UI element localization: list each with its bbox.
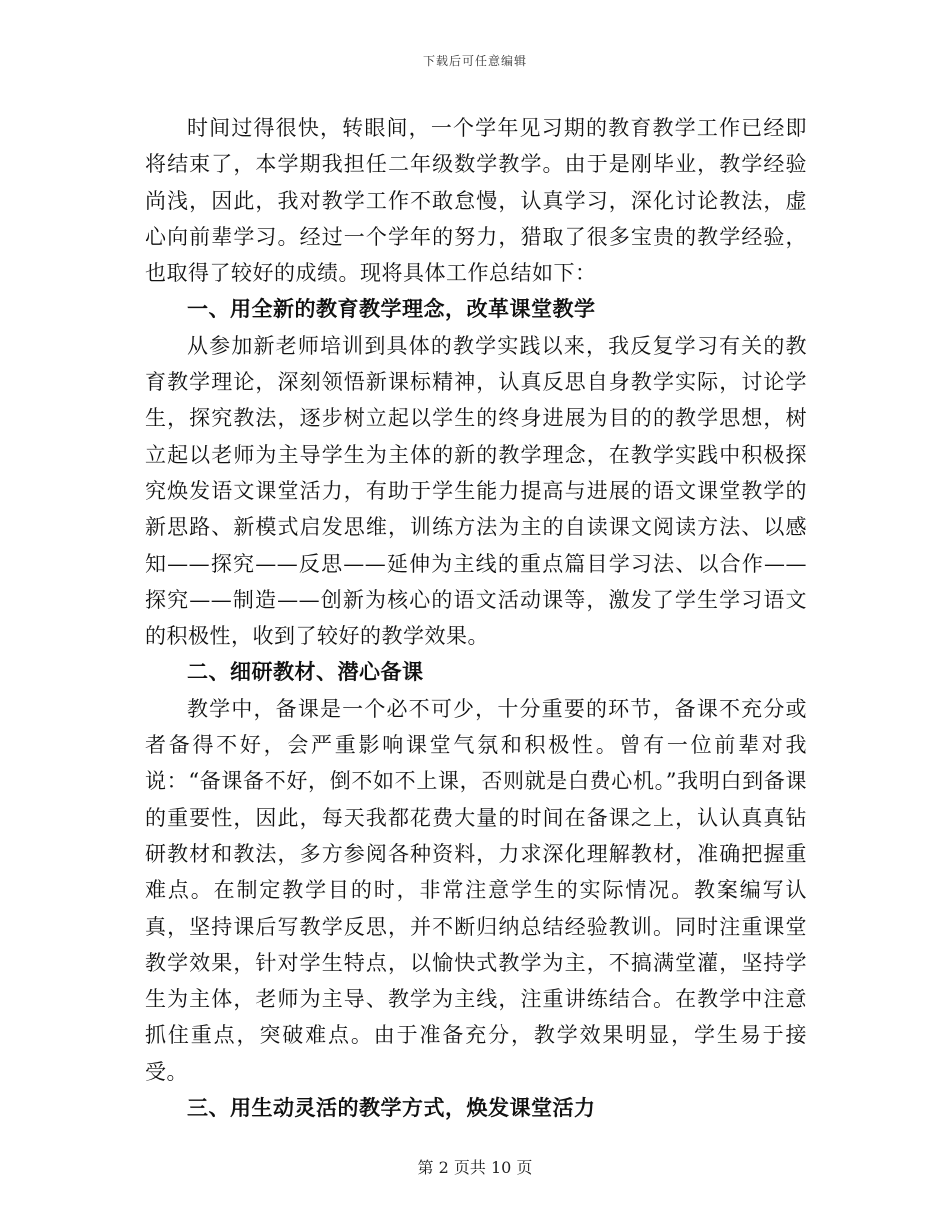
section-1-heading: 一、用全新的教育教学理念，改革课堂教学 <box>187 296 596 322</box>
page-number: 第 2 页共 10 页 <box>417 1158 533 1177</box>
page-header: 下载后可任意编辑 <box>422 54 527 68</box>
section-3-heading: 三、用生动灵活的教学方式，焕发课堂活力 <box>187 1095 596 1121</box>
document-body <box>145 110 807 1126</box>
section-2-heading: 二、细研教材、潜心备课 <box>187 659 424 685</box>
intro-paragraph: 时间过得很快，转眼间，一个学年见习期的教育教学工作已经即将结束了，本学期我担任二年级数学教学。由于是刚毕业，教学经验尚浅，因此，我对教学工作不敢怠慢，认真学习，深化讨论教法，虚心向前辈学习。经过一个学年的努力，猎取了很多宝贵的教学经验，也取得了较好的成绩。现将具体工作总结如下： <box>145 116 807 286</box>
section-1-paragraph: 从参加新老师培训到具体的教学实践以来，我反复学习有关的教育教学理论，深刻领悟新课标精神，认真反思自身教学实际，讨论学生，探究教法，逐步树立起以学生的终身进展为目的的教学思想，树立起以老师为主导学生为主体的新的教学理念，在教学实践中积极探究焕发语文课堂活力，有助于学生能力提高与进展的语文课堂教学的新思路、新模式启发思维，训练方法为主的自读课文阅读方法、以感知——探究——反思——延伸为主线的重点篇目学习法、以合作——探究——制造——创新为核心的语文活动课等，激发了学生学习语文的积极性，收到了较好的教学效果。 <box>145 333 807 649</box>
section-2-paragraph: 教学中，备课是一个必不可少，十分重要的环节，备课不充分或者备得不好，会严重影响课堂气氛和积极性。曾有一位前辈对我说：“备课备不好，倒不如不上课，否则就是白费心机。”我明白到备课的重要性，因此，每天我都花费大量的时间在备课之上，认认真真钻研教材和教法，多方参阅各种资料，力求深化理解教材，准确把握重难点。在制定教学目的时，非常注意学生的实际情况。教案编写认真，坚持课后写教学反思，并不断归纳总结经验教训。同时注重课堂教学效果，针对学生特点，以愉快式教学为主，不搞满堂灌，坚持学生为主体，老师为主导、教学为主线，注重讲练结合。在教学中注意抓住重点，突破难点。由于准备充分，教学效果明显，学生易于接受。 <box>145 696 807 1084</box>
